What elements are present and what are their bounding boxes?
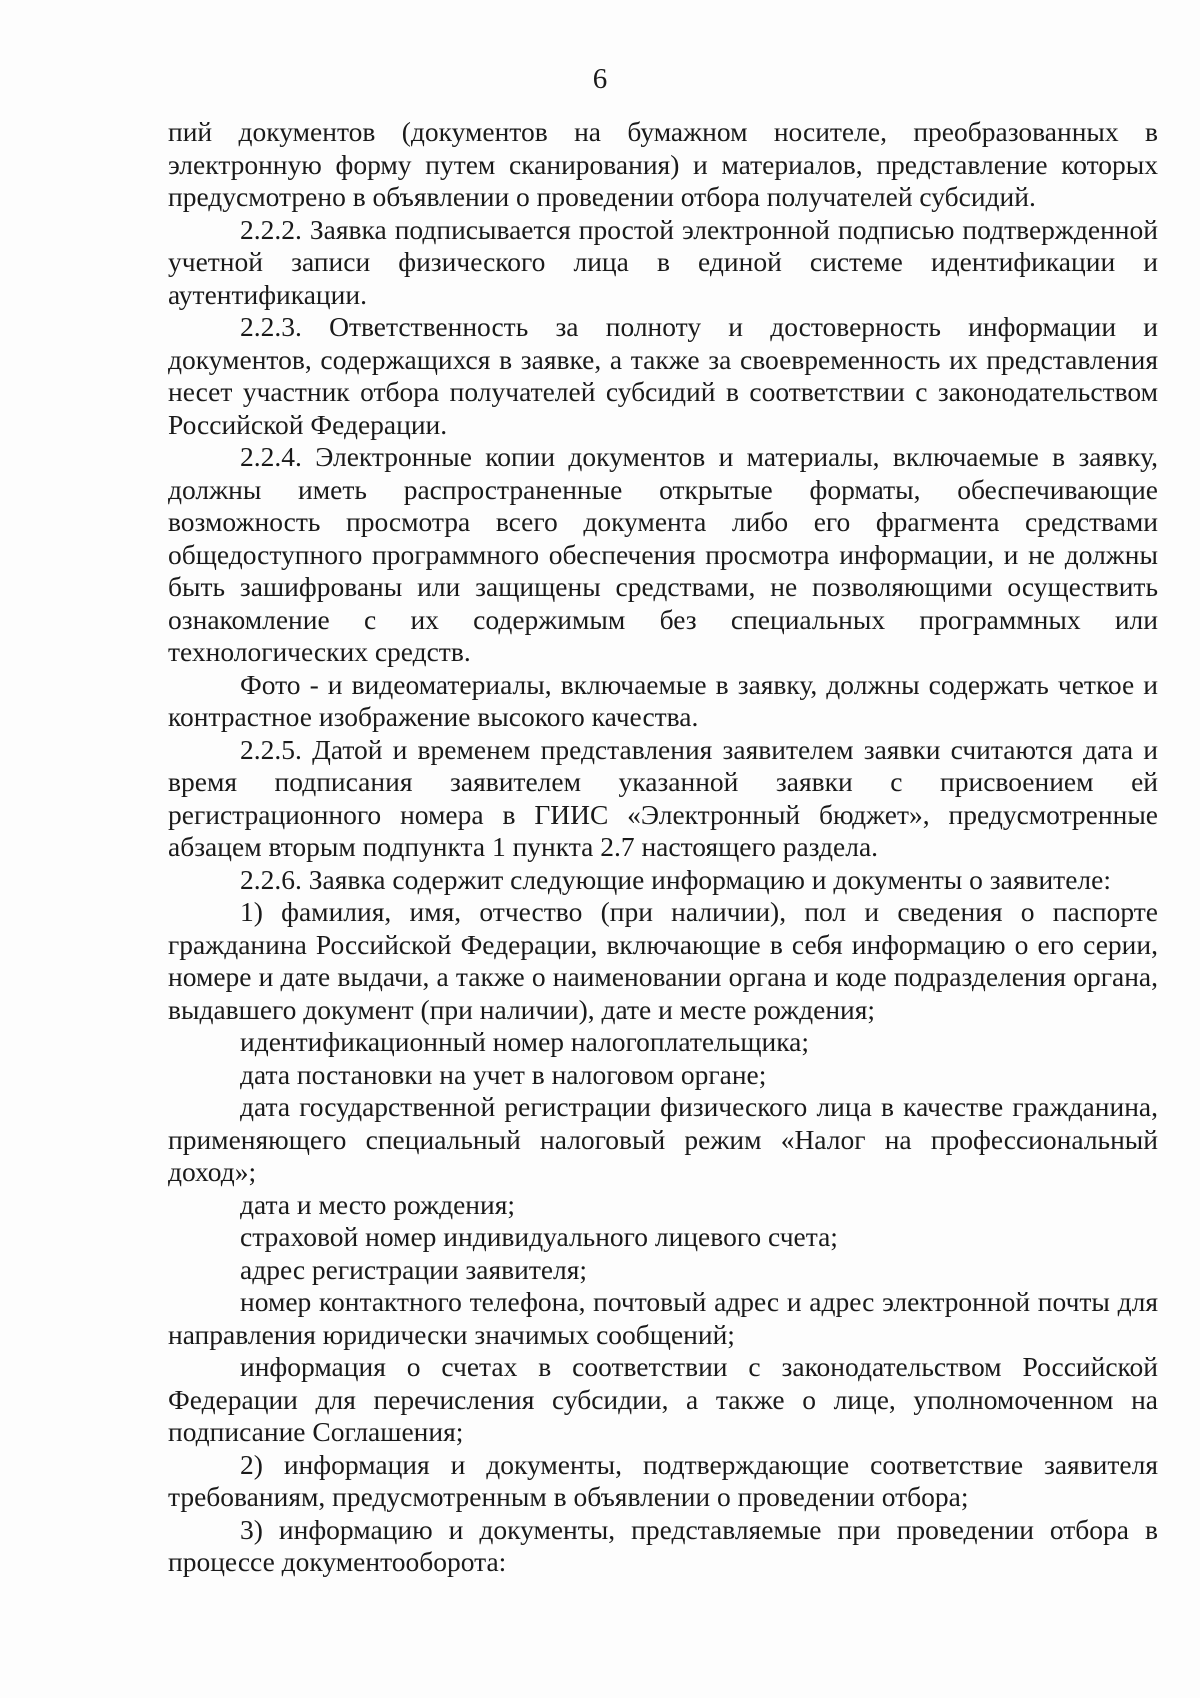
- list-item-contacts: номер контактного телефона, почтовый адрес и адрес электронной почты для направления юридически значимых сообщений;: [168, 1286, 1158, 1350]
- paragraph-2-2-2: 2.2.2. Заявка подписывается простой электронной подписью подтвержденной учетной записи физического лица в единой системе идентификации и аутентификации.: [168, 213, 1158, 310]
- document-body: [168, 116, 1158, 1579]
- list-item-1: 1) фамилия, имя, отчество (при наличии), пол и сведения о паспорте гражданина Российской Федерации, включающие в себя информацию о его серии, номере и дате выдачи, а также о наименовании органа и коде подразделения органа, выдавшего документ (при наличии), дате и месте рождения;: [168, 896, 1158, 1025]
- paragraph-2-2-6: 2.2.6. Заявка содержит следующие информацию и документы о заявителе:: [240, 863, 1111, 895]
- list-item-snils: страховой номер индивидуального лицевого счета;: [240, 1221, 838, 1252]
- list-item-registration-address: адрес регистрации заявителя;: [240, 1253, 588, 1285]
- list-item-bank-accounts: информация о счетах в соответствии с законодательством Российской Федерации для перечисления субсидии, а также о лице, уполномоченном на подписание Соглашения;: [168, 1351, 1158, 1447]
- list-item-inn: идентификационный номер налогоплательщика;: [240, 1026, 810, 1057]
- list-item-state-registration-date: дата государственной регистрации физического лица в качестве гражданина, применяющего специальный налоговый режим «Налог на профессиональный доход»;: [168, 1091, 1158, 1187]
- list-item-3: 3) информацию и документы, представляемые при проведении отбора в процессе документооборота:: [168, 1513, 1158, 1577]
- list-item-birth-date-place: дата и место рождения;: [240, 1188, 516, 1220]
- paragraph-2-2-3: 2.2.3. Ответственность за полноту и достоверность информации и документов, содержащихся в заявке, а также за своевременность их представления несет участник отбора получателей субсидий в соответствии с законодательством Российской Федерации.: [168, 311, 1158, 440]
- paragraph-photo-video: Фото - и видеоматериалы, включаемые в заявку, должны содержать четкое и контрастное изображение высокого качества.: [168, 668, 1158, 732]
- list-item-tax-registration-date: дата постановки на учет в налоговом органе;: [240, 1058, 767, 1090]
- paragraph-continuation: пий документов (документов на бумажном носителе, преобразованных в электронную форму путем сканирования) и материалов, представление которых предусмотрено в объявлении о проведении отбора получателей субсидий.: [168, 116, 1158, 212]
- list-item-2: 2) информация и документы, подтверждающие соответствие заявителя требованиям, предусмотренным в объявлении о проведении отбора;: [168, 1448, 1158, 1512]
- page-number: 6: [592, 63, 608, 95]
- paragraph-2-2-4: 2.2.4. Электронные копии документов и материалы, включаемые в заявку, должны иметь распространенные открытые форматы, обеспечивающие возможность просмотра всего документа либо его фрагмента средствами общедоступного программного обеспечения просмотра информации, и не должны быть зашифрованы или защищены средствами, не позволяющими осуществить ознакомление с их содержимым без специальных программных или технологических средств.: [168, 441, 1158, 667]
- paragraph-2-2-5: 2.2.5. Датой и временем представления заявителем заявки считаются дата и время подписания заявителем указанной заявки с присвоением ей регистрационного номера в ГИИС «Электронный бюджет», предусмотренные абзацем вторым подпункта 1 пункта 2.7 настоящего раздела.: [168, 733, 1158, 862]
